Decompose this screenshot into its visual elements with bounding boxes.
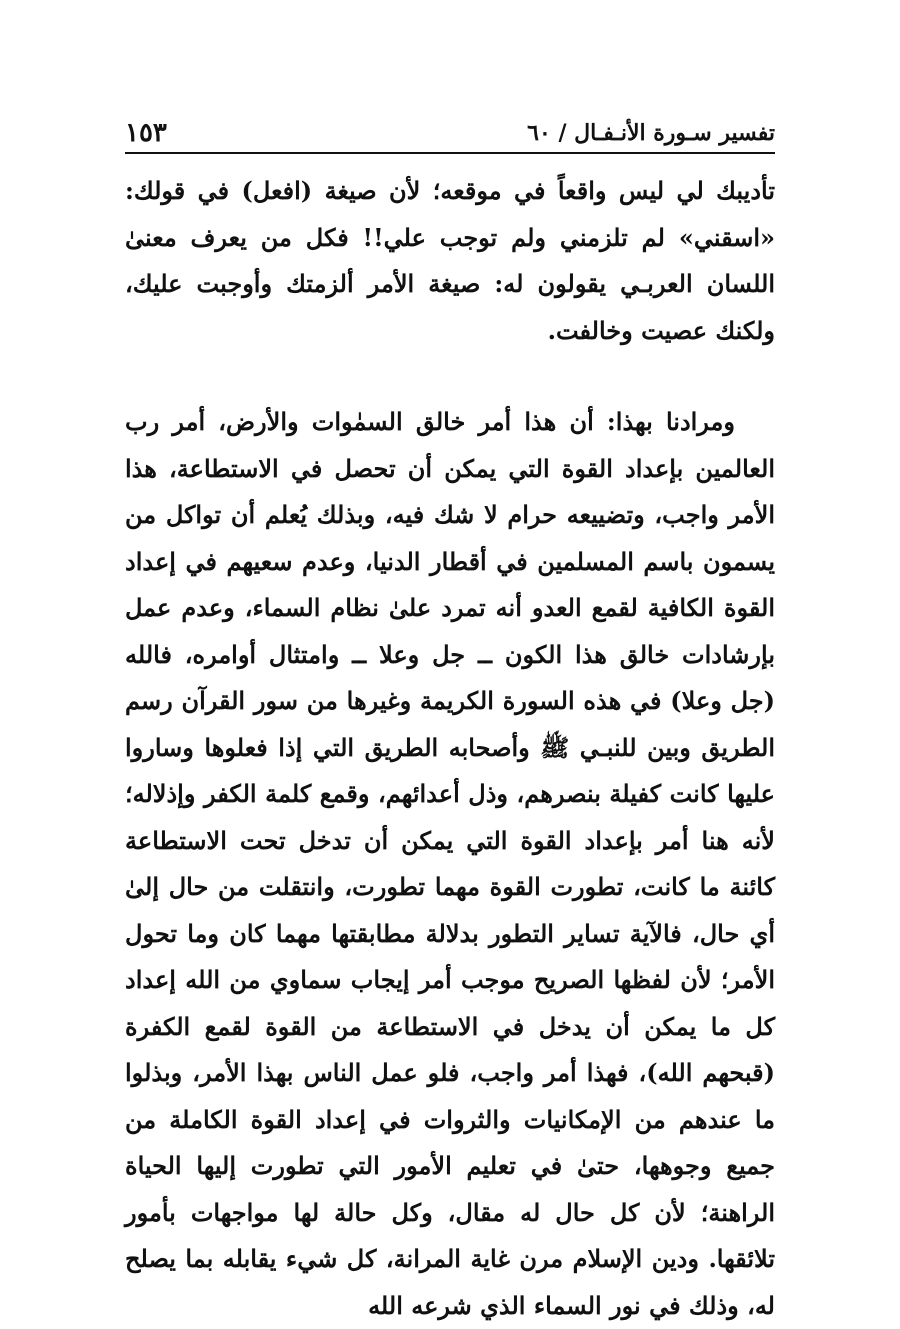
page-body bbox=[125, 168, 775, 1329]
paragraph-2: ومرادنا بهذا: أن هذا أمر خالق السمٰوات والأرض، أمر رب العالمين بإعداد القوة التي يمكن أن تحصل في الاستطاعة، هذا الأمر واجب، وتضييعه حرام لا شك فيه، وبذلك يُعلم أن تواكل من يسمون باسم المسلمين في أقطار الدنيا، وعدم سعيهم في إعداد القوة الكافية لقمع العدو أنه تمرد علىٰ نظام السماء، وعدم عمل بإرشادات خالق هذا الكون ــ جل وعلا ــ وامتثال أوامره، فالله (جل وعلا) في هذه السورة الكريمة وغيرها من سور القرآن رسم الطريق وبين للنبـي ﷺ وأصحابه الطريق التي إذا فعلوها وساروا عليها كانت كفيلة بنصرهم، وذل أعدائهم، وقمع كلمة الكفر وإذلاله؛ لأنه هنا أمر بإعداد القوة التي يمكن أن تدخل تحت الاستطاعة كائنة ما كانت، تطورت القوة مهما تطورت، وانتقلت من حال إلىٰ أي حال، فالآية تساير التطور بدلالة مطابقتها مهما كان وما تحول الأمر؛ لأن لفظها الصريح موجب أمر إيجاب سماوي من الله إعداد كل ما يمكن أن يدخل في الاستطاعة من القوة لقمع الكفرة (قبحهم الله)، فهذا أمر واجب، فلو عمل الناس بهذا الأمر، وبذلوا ما عندهم من الإمكانيات والثروات في إعداد القوة الكاملة من جميع وجوهها، حتىٰ في تعليم الأمور التي تطورت إليها الحياة الراهنة؛ لأن كل حال له مقال، وكل حالة لها مواجهات بأمور تلائقها. ودين الإسلام مرن غاية المرانة، كل شيء يقابله بما يصلح له، وذلك في نور السماء الذي شرعه الله bbox=[125, 407, 776, 1320]
running-title: تفسير سـورة الأنـفـال / ٦٠ bbox=[527, 120, 775, 146]
page-header bbox=[125, 110, 775, 154]
paragraph-1: تأديبك لي ليس واقعاً في موقعه؛ لأن صيغة (افعل) في قولك: «اسقني» لم تلزمني ولم توجب علي!! فكل من يعرف معنىٰ اللسان العربـي يقولون له: صيغة الأمر ألزمتك وأوجبت عليك، ولكنك عصيت وخالفت. bbox=[125, 176, 775, 345]
page-number: ١٥٣ bbox=[125, 118, 167, 148]
